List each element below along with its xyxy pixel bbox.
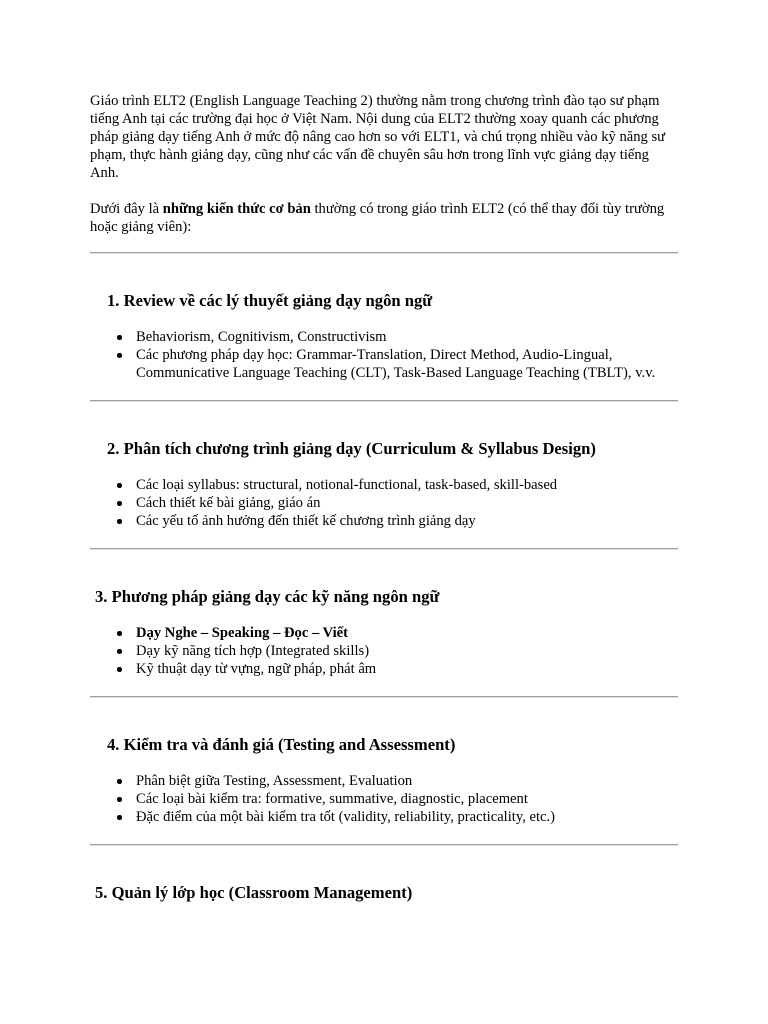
intro-lead-rest: thường có trong giáo trình ELT2 (có thể thay đổi tùy trường hoặc giảng viên): [90,201,665,235]
list-item: Kỹ thuật dạy từ vựng, ngữ pháp, phát âm [136,660,680,678]
list-item: Dạy Nghe – Speaking – Đọc – Viết [136,624,680,642]
section-list-4 [90,772,680,826]
section-title-5: 5. Quản lý lớp học (Classroom Management) [95,883,413,902]
section-divider [90,252,678,254]
section-title-3: 3. Phương pháp giảng dạy các kỹ năng ngôn ngữ [95,587,440,606]
section-list-3 [90,624,680,678]
intro-paragraph: Giáo trình ELT2 (English Language Teaching 2) thường nằm trong chương trình đào tạo sư phạm tiếng Anh tại các trường đại học ở Việt Nam. Nội dung của ELT2 thường xoay quanh các phương pháp giảng dạy tiếng Anh ở mức độ nâng cao hơn so với ELT1, và chú trọng nhiều vào kỹ năng sư phạm, thực hành giảng dạy, cũng như các vấn đề chuyên sâu hơn trong lĩnh vực giảng dạy tiếng Anh. [90,93,666,181]
list-item: Các yếu tố ảnh hưởng đến thiết kế chương trình giảng dạy [136,512,680,530]
section-list-2 [90,476,680,530]
section-title-2: 2. Phân tích chương trình giảng dạy (Curriculum & Syllabus Design) [107,439,596,458]
list-item: Đặc điểm của một bài kiểm tra tốt (validity, reliability, practicality, etc.) [136,808,680,826]
list-item: Phân biệt giữa Testing, Assessment, Evaluation [136,772,680,790]
section-divider [90,844,678,846]
list-item: Behaviorism, Cognitivism, Constructivism [136,328,680,346]
list-item: Dạy kỹ năng tích hợp (Integrated skills) [136,642,680,660]
section-title-1: 1. Review về các lý thuyết giảng dạy ngôn ngữ [107,291,433,310]
document-page [90,92,680,903]
intro-lead-bold: những kiến thức cơ bản [162,201,311,217]
section-divider [90,548,678,550]
list-item: Các loại bài kiểm tra: formative, summative, diagnostic, placement [136,790,680,808]
intro-lead-paragraph [90,200,680,236]
list-item: Cách thiết kế bài giảng, giáo án [136,494,680,512]
list-item: Các phương pháp dạy học: Grammar-Translation, Direct Method, Audio-Lingual, Communicative Language Teaching (CLT), Task-Based Language Teaching (TBLT), v.v. [136,346,680,382]
section-divider [90,696,678,698]
section-list-1 [90,328,680,382]
section-divider [90,400,678,402]
list-item: Các loại syllabus: structural, notional-functional, task-based, skill-based [136,476,680,494]
intro-lead-text: Dưới đây là [90,201,163,217]
section-title-4: 4. Kiểm tra và đánh giá (Testing and Assessment) [107,735,456,754]
